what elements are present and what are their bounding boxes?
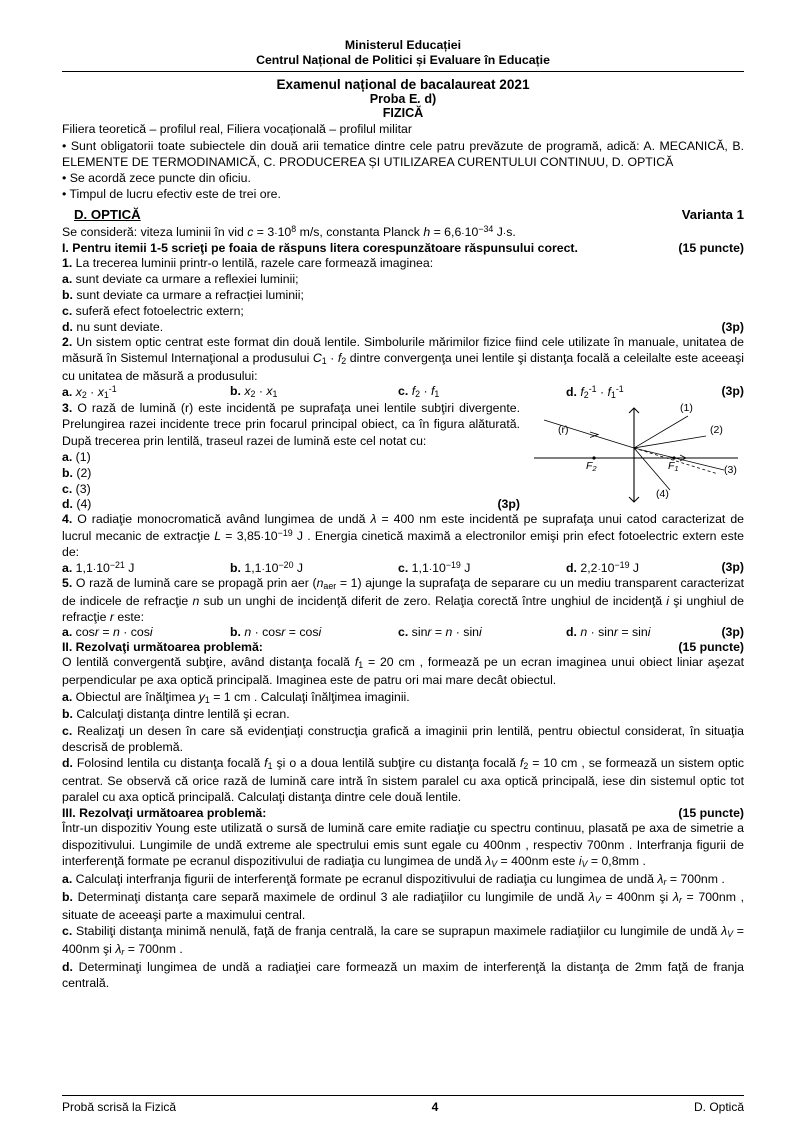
item-1-points: (3p) bbox=[721, 319, 744, 334]
figure-label-f1: $F_1$ bbox=[668, 460, 679, 474]
page-footer bbox=[62, 1095, 744, 1114]
constants-line: Se consideră: viteza luminii în vid $c = 3\cdot 10^8$ m/s, constanta Planck $h = 6,6\cdot 10^{-34}$ J·s. bbox=[62, 223, 516, 239]
filiera-line: Filiera teoretică – profilul real, Filiera vocațională – profilul militar bbox=[62, 122, 412, 137]
item-3-option-d: d. (4) bbox=[62, 497, 92, 512]
item-2-points: (3p) bbox=[721, 383, 744, 398]
subiect-2-item-b: b. Calculaţi distanţa dintre lentilă şi ecran. bbox=[62, 707, 290, 722]
figure-label-r: (r) bbox=[558, 424, 569, 437]
item-4-choice-b: b. $1,1\cdot 10^{-20}$ J bbox=[230, 560, 304, 576]
figure-label-1: (1) bbox=[680, 402, 693, 415]
item-5-stem: 5. O rază de lumină care se propagă prin aer $(n_{aer} = 1)$ ajunge la suprafaţa de separare cu un mediu transparent caracterizat de indicele de refracţie n sub un unghi de incidenţă diferit de zero. Relaţia corectă între unghiul de incidenţă i şi unghiul de refracţie r este: bbox=[62, 576, 745, 625]
item-1-option-a: a. sunt deviate ca urmare a reflexiei luminii; bbox=[62, 272, 299, 286]
item-4-choice-a: a. $1,1\cdot 10^{-21}$ J bbox=[62, 560, 135, 576]
subiect-3-points: (15 puncte) bbox=[678, 806, 744, 821]
subiect-1 bbox=[62, 241, 744, 640]
item-2-choice-a: a. $x_2 \cdot x_1^{-1}$ bbox=[62, 383, 117, 401]
item-5-choice-b: b. n · cosr = cosi bbox=[230, 625, 322, 640]
section-name: D. OPTICĂ bbox=[74, 206, 141, 222]
title-block bbox=[62, 77, 744, 120]
footer-left: Probă scrisă la Fizică bbox=[62, 1100, 177, 1114]
figure-label-4: (4) bbox=[656, 488, 669, 501]
lens-ray-figure bbox=[528, 402, 744, 506]
item-2-stem: 2. Un sistem optic centrat este format din două lentile. Simbolurile mărimilor fizice fiind cele utilizate în manuale, unitatea de măsură în Sistemul Internaţional a produsului $C_1 \cdot f_2$ dintre convergenţa unei lentile şi distanţa focală a celeilalte este aceeaşi cu unitatea de măsură a produsului: bbox=[62, 334, 745, 383]
item-1-option-d: d. nu sunt deviate. bbox=[62, 319, 164, 334]
figure-label-2: (2) bbox=[710, 424, 723, 437]
footer-page-number: 4 bbox=[431, 1100, 439, 1114]
subject-title: FIZICĂ bbox=[382, 106, 424, 121]
center-line: Centrul Național de Politici și Evaluare în Educație bbox=[256, 53, 550, 68]
subiect-2 bbox=[62, 640, 744, 805]
item-2-choice-d: d. $f_2^{-1} \cdot f_1^{-1}$ bbox=[566, 383, 624, 401]
subiect-3-item-c: c. Stabiliţi distanţa minimă nenulă, faţă de franja centrală, la care se suprapun maximele radiaţiilor cu lungimile de undă $\lambda_V = 400nm$ şi $\lambda_r = 700nm$ . bbox=[62, 923, 744, 957]
item-3-option-a: a. (1) bbox=[62, 449, 91, 464]
item-4-points: (3p) bbox=[721, 560, 744, 575]
figure-label-3: (3) bbox=[724, 464, 737, 477]
item-5-points: (3p) bbox=[721, 625, 744, 640]
subiect-3 bbox=[62, 806, 744, 991]
subiect-1-heading: I. Pentru itemii 1-5 scrieţi pe foaia de răspuns litera corespunzătoare răspunsului corect. bbox=[62, 240, 578, 255]
subiect-2-points: (15 puncte) bbox=[678, 640, 744, 655]
subiect-2-item-d: d. Folosind lentila cu distanţa focală $f_1$ şi o a doua lentilă subţire cu distanţa focală $f_2 = 10$ cm , se formează un sistem optic centrat. Se observă că orice rază de lumină care intră în sistem paralel cu axa optică principală, iese din sistemul optic tot paralel cu axa optică principală. Calculaţi distanţa dintre cele două lentile. bbox=[62, 756, 744, 805]
item-3-points: (3p) bbox=[497, 497, 520, 512]
item-1-option-c: c. suferă efect fotoelectric extern; bbox=[62, 304, 244, 319]
intro-bullet-2: • Se acordă zece puncte din oficiu. bbox=[62, 171, 251, 186]
lens-ray-diagram-svg bbox=[528, 402, 744, 506]
exam-title: Examenul național de bacalaureat 2021 bbox=[276, 77, 530, 93]
item-4-stem: 4. O radiaţie monocromatică având lungimea de undă λ = 400 nm este incidentă pe suprafaţa unui catod caracterizat de lucrul mecanic de extracţie $L = 3,85\cdot 10^{-19}$ J . Energia cinetică maximă a electronilor emişi prin efect fotoelectric extern este de: bbox=[62, 512, 745, 559]
footer-right: D. Optică bbox=[693, 1100, 744, 1114]
subiect-1-points: (15 puncte) bbox=[678, 240, 744, 255]
item-1-option-b: b. sunt deviate ca urmare a refracției luminii; bbox=[62, 288, 304, 303]
subiect-3-item-a: a. Calculaţi interfranja figurii de interferenţă formate pe ecranul dispozitivului de radiaţia cu lungimea de undă $\lambda_r = 700nm$ . bbox=[62, 871, 725, 887]
section-header bbox=[62, 207, 744, 222]
item-2-choice-b: b. $x_2 \cdot x_1$ bbox=[230, 383, 278, 400]
subiect-3-heading: III. Rezolvaţi următoarea problemă: bbox=[62, 806, 267, 821]
subiect-2-item-c: c. Realizaţi un desen în care să evidenţiaţi construcţia grafică a imaginii prin lentilă, pentru obiectul considerat, în situaţia descrisă de problemă. bbox=[62, 723, 744, 754]
subiect-3-item-b: b. Determinaţi distanţa care separă maximele de ordinul 3 ale radiaţiilor cu lungimile de undă $\lambda_V = 400nm$ şi $\lambda_r = 700nm$ , situate de aceeaşi parte a maximului central. bbox=[62, 889, 745, 922]
variant-label: Varianta 1 bbox=[681, 206, 744, 222]
header-block bbox=[62, 38, 744, 68]
subiect-3-intro: Într-un dispozitiv Young este utilizată o sursă de lumină care emite radiaţie cu spectru continuu, plasată pe axa de simetrie a dispozitivului. Lungimile de undă extreme ale spectrului emis sunt egale cu 400nm , respectiv 700nm . Interfranja figurii de interferenţă formate pe ecranul dispozitivului de radiaţia cu lungimea de undă $\lambda_V = 400nm$ este $i_V = 0,8mm$ . bbox=[62, 821, 744, 870]
intro-bullet-3: • Timpul de lucru efectiv este de trei ore. bbox=[62, 187, 281, 202]
item-3-stem: 3. O rază de lumină (r) este incidentă pe suprafaţa unei lentile subţiri divergente. Prelungirea razei incidente trece prin focarul principal obiect, ca în figura alăturată. După trecerea prin lentilă, traseul razei de lumină este cel notat cu: bbox=[62, 401, 520, 448]
item-1-stem: 1. La trecerea luminii printr-o lentilă, razele care formează imaginea: bbox=[62, 255, 434, 270]
proba-title: Proba E. d) bbox=[369, 92, 437, 107]
item-5-choice-a: a. cosr = n · cosi bbox=[62, 625, 153, 640]
item-2-choice-c: c. $f_2 \cdot f_1$ bbox=[398, 383, 440, 400]
figure-label-f2: $F_2$ bbox=[586, 460, 597, 474]
item-3-option-c: c. (3) bbox=[62, 482, 91, 497]
item-5-choice-d: d. n · sinr = sini bbox=[566, 625, 651, 640]
subiect-2-item-a: a. Obiectul are înălţimea $y_1 = 1$ cm . Calculaţi înălţimea imaginii. bbox=[62, 689, 410, 705]
intro-block bbox=[62, 121, 744, 202]
item-5-choice-c: c. sinr = n · sini bbox=[398, 625, 482, 640]
intro-bullet-1: • Sunt obligatorii toate subiectele din două arii tematice dintre cele patru prevăzute de programă, adică: A. MECANICĂ, B. ELEMENTE DE TERMODINAMICĂ, C. PRODUCEREA ȘI UTILIZAREA CURENTULUI CONTINUU, D. OPTICĂ bbox=[62, 138, 744, 169]
item-3-option-b: b. (2) bbox=[62, 466, 92, 481]
subiect-2-heading: II. Rezolvaţi următoarea problemă: bbox=[62, 640, 263, 655]
item-4-choice-c: c. $1,1\cdot 10^{-19}$ J bbox=[398, 560, 471, 576]
item-4-choice-d: d. $2,2\cdot 10^{-19}$ J bbox=[566, 560, 640, 576]
ministry-line: Ministerul Educației bbox=[344, 38, 462, 52]
header-divider bbox=[62, 71, 744, 72]
subiect-2-intro: O lentilă convergentă subţire, având distanţa focală $f_1 = 20$ cm , formează pe un ecran imaginea unui obiect liniar aşezat perpendicular pe axa optică principală. Imaginea este de patru ori mai mare decât obiectul. bbox=[62, 655, 744, 688]
subiect-3-item-d: d. Determinaţi lungimea de undă a radiaţiei care formează un maxim de interferenţă la distanţa de 2mm faţă de franja centrală. bbox=[62, 959, 744, 990]
